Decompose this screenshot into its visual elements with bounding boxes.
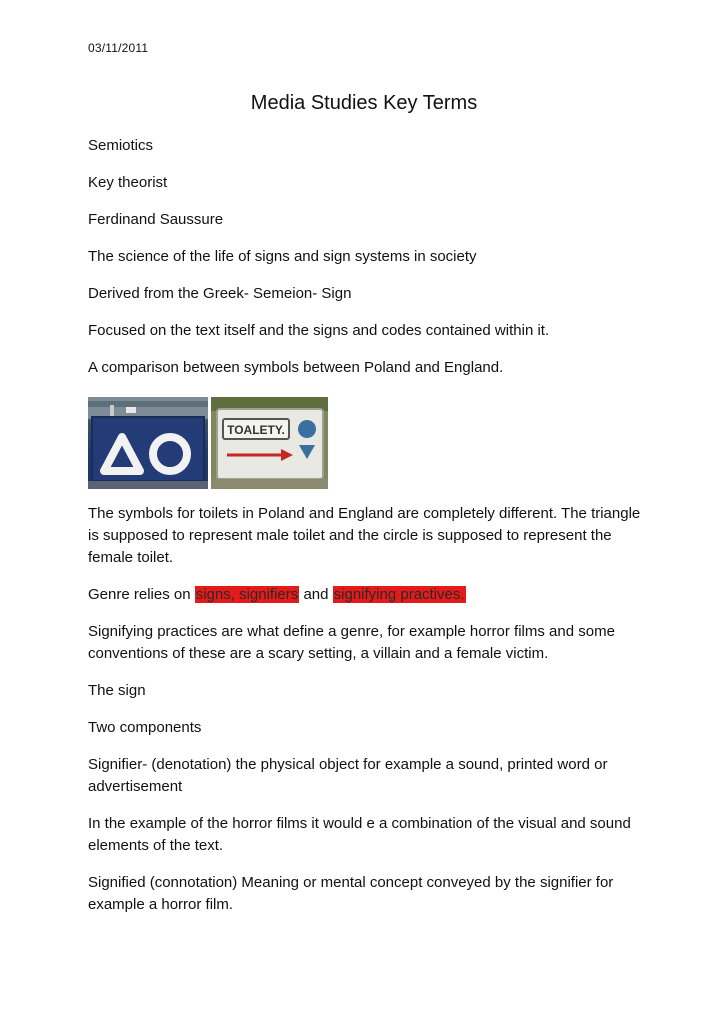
poland-toilet-sign-photo xyxy=(88,397,208,489)
paragraph-horror-example: In the example of the horror films it would e a combination of the visual and sound elements of the text. xyxy=(88,815,631,854)
paragraph-two-components: Two components xyxy=(88,719,202,736)
england-toilet-sign-photo xyxy=(211,397,328,489)
paragraph-signifier: Signifier- (denotation) the physical object for example a sound, printed word or advertisement xyxy=(88,756,608,795)
england-sign-illustration xyxy=(211,397,328,489)
sign-circle-icon xyxy=(298,420,316,438)
paragraph-genre xyxy=(88,584,648,606)
toalety-sign-text: TOALETY. xyxy=(227,423,285,437)
paragraph-semiotics: Semiotics xyxy=(88,137,154,154)
paragraph-comparison: A comparison between symbols between Poland and England. xyxy=(88,359,504,376)
paragraph-the-sign: The sign xyxy=(88,682,146,699)
paragraph-signifying-practices: Signifying practices are what define a genre, for example horror films and some conventions of these are a scary setting, a villain and a female victim. xyxy=(88,623,615,662)
paragraph-symbols-explained: The symbols for toilets in Poland and England are completely different. The triangle is supposed to represent male toilet and the circle is supposed to represent the female toilet. xyxy=(88,505,641,566)
poland-sign-illustration xyxy=(88,397,208,489)
toilet-sign-photos xyxy=(88,397,648,489)
document-body xyxy=(88,135,648,931)
paragraph-focus: Focused on the text itself and the signs and codes contained within it. xyxy=(88,322,550,339)
paragraph-definition: The science of the life of signs and sign systems in society xyxy=(88,248,477,265)
paragraph-signified: Signified (connotation) Meaning or mental concept conveyed by the signifier for example a horror film. xyxy=(88,874,614,913)
page-title xyxy=(0,92,728,115)
genre-middle: and xyxy=(299,586,333,603)
highlight-signs-signifiers: signs, signifiers xyxy=(195,586,299,603)
paragraph-key-theorist: Key theorist xyxy=(88,174,168,191)
paragraph-etymology: Derived from the Greek- Semeion- Sign xyxy=(88,285,352,302)
paragraph-theorist-name: Ferdinand Saussure xyxy=(88,211,224,228)
highlight-signifying-practives: signifying practives. xyxy=(333,586,465,603)
genre-prefix: Genre relies on xyxy=(88,586,195,603)
title-text: Media Studies Key Terms xyxy=(250,92,478,114)
document-date: 03/11/2011 xyxy=(88,41,149,55)
